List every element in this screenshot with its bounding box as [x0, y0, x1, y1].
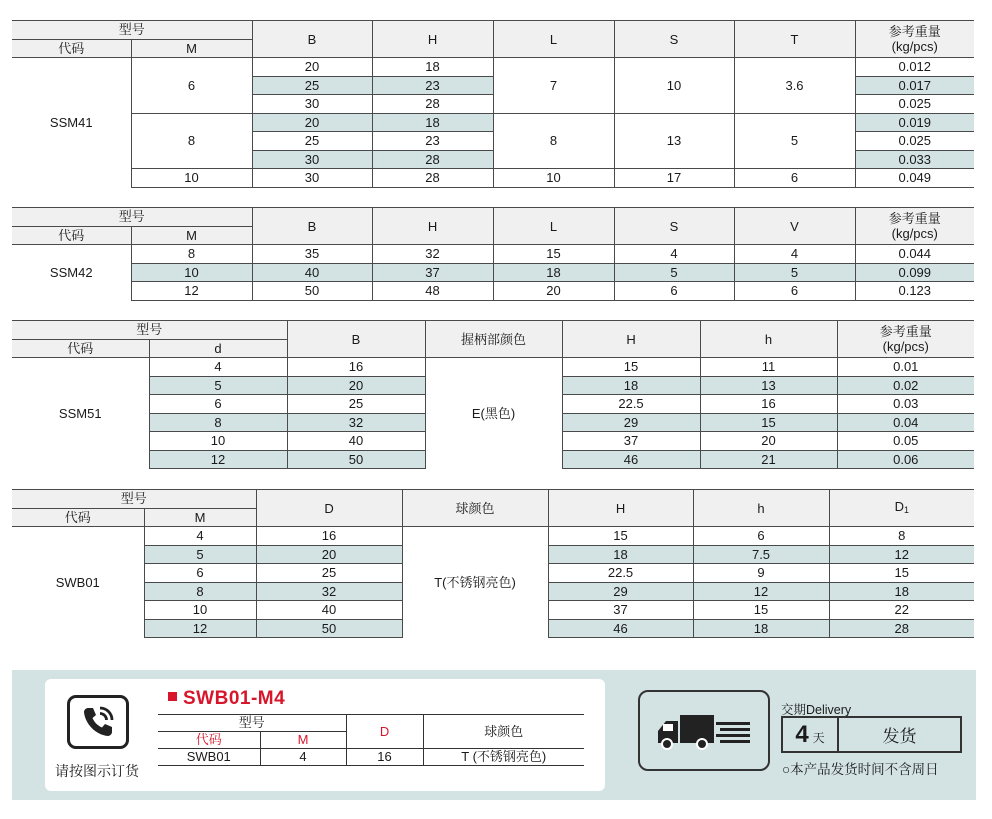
weight-cell: 0.012	[855, 58, 974, 77]
d1-cell: 22	[829, 601, 974, 620]
weight-cell: 0.06	[837, 450, 974, 469]
h-cell: 48	[372, 282, 493, 301]
weight-cell: 0.033	[855, 150, 974, 169]
grip-color-cell: E(黑色)	[425, 358, 562, 469]
delivery-days-number: 4	[795, 720, 809, 748]
d1-cell: 18	[829, 582, 974, 601]
d-cell: 25	[256, 564, 402, 583]
t-cell: 5	[734, 113, 855, 169]
code-header: 代码	[12, 39, 131, 58]
col-header-s: S	[614, 21, 734, 58]
col-header-H: H	[548, 490, 693, 527]
h-cell: 18	[372, 113, 493, 132]
b-cell: 40	[287, 432, 425, 451]
code-cell: SSM42	[12, 245, 131, 301]
model-header: 型号	[12, 490, 256, 509]
h-cell: 37	[372, 263, 493, 282]
weight-cell: 0.019	[855, 113, 974, 132]
weight-cell: 0.025	[855, 132, 974, 151]
d1-cell: 28	[829, 619, 974, 638]
d-cell: 6	[149, 395, 287, 414]
m-cell: 8	[144, 582, 256, 601]
b-cell: 25	[252, 132, 372, 151]
b-cell: 50	[287, 450, 425, 469]
h-cell: 15	[700, 413, 837, 432]
s-cell: 5	[614, 263, 734, 282]
b-cell: 50	[252, 282, 372, 301]
weight-cell: 0.05	[837, 432, 974, 451]
d-cell: 12	[149, 450, 287, 469]
m-cell: 6	[131, 58, 252, 114]
b-cell: 30	[252, 169, 372, 188]
h-cell: 28	[372, 95, 493, 114]
weight-cell: 0.04	[837, 413, 974, 432]
weight-cell: 0.099	[855, 263, 974, 282]
delivery-days-unit: 天	[812, 731, 825, 745]
H-cell: 18	[562, 376, 700, 395]
b-cell: 20	[252, 58, 372, 77]
d-cell: 50	[256, 619, 402, 638]
l-cell: 20	[493, 282, 614, 301]
d-cell: 5	[149, 376, 287, 395]
weight-cell: 0.049	[855, 169, 974, 188]
col-header-weight: 参考重量 (kg/pcs)	[855, 21, 974, 58]
weight-cell: 0.01	[837, 358, 974, 377]
h-cell: 20	[700, 432, 837, 451]
col-header-ball-color: 球颜色	[402, 490, 548, 527]
h-cell: 23	[372, 76, 493, 95]
ball-color-header: 球颜色	[423, 715, 584, 749]
H-cell: 37	[548, 601, 693, 620]
col-header-b: B	[287, 321, 425, 358]
weight-cell: 0.025	[855, 95, 974, 114]
h-cell: 23	[372, 132, 493, 151]
order-info-panel	[12, 670, 976, 800]
d1-cell: 15	[829, 564, 974, 583]
delivery-action: 发货	[882, 727, 917, 746]
d-cell: 4	[149, 358, 287, 377]
h-cell: 21	[700, 450, 837, 469]
weight-cell: 0.02	[837, 376, 974, 395]
b-cell: 30	[252, 150, 372, 169]
m-cell: 10	[144, 601, 256, 620]
model-header: 型号	[12, 21, 252, 40]
col-header-l: L	[493, 208, 614, 245]
s-cell: 13	[614, 113, 734, 169]
col-header-m: M	[131, 226, 252, 245]
col-header-b: B	[252, 21, 372, 58]
col-header-t: T	[734, 21, 855, 58]
h-cell: 28	[372, 150, 493, 169]
model-header: 型号	[12, 208, 252, 227]
code-value: SWB01	[158, 749, 260, 766]
delivery-days	[783, 718, 839, 751]
code-header: 代码	[12, 339, 149, 358]
H-cell: 29	[562, 413, 700, 432]
bullet-square-icon	[168, 692, 177, 701]
order-example-card	[45, 679, 605, 791]
b-cell: 20	[252, 113, 372, 132]
delivery-note: ○本产品发货时间不含周日	[782, 762, 939, 777]
H-cell: 15	[562, 358, 700, 377]
m-cell: 10	[131, 263, 252, 282]
m-value: 4	[260, 749, 346, 766]
m-cell: 12	[131, 282, 252, 301]
m-cell: 5	[144, 545, 256, 564]
m-cell: 6	[144, 564, 256, 583]
h-cell: 9	[693, 564, 829, 583]
s-cell: 17	[614, 169, 734, 188]
d-cell: 20	[256, 545, 402, 564]
s-cell: 10	[614, 58, 734, 114]
delivery-label: 交期Delivery	[781, 703, 852, 717]
m-header: M	[260, 732, 346, 749]
m-cell: 10	[131, 169, 252, 188]
d-cell: 10	[149, 432, 287, 451]
d-cell: 16	[256, 527, 402, 546]
col-header-h: H	[372, 21, 493, 58]
col-header-m: M	[144, 508, 256, 527]
col-header-h: h	[700, 321, 837, 358]
h-cell: 18	[693, 619, 829, 638]
col-header-h: h	[693, 490, 829, 527]
v-cell: 4	[734, 245, 855, 264]
h-cell: 7.5	[693, 545, 829, 564]
col-header-weight: 参考重量 (kg/pcs)	[837, 321, 974, 358]
t-cell: 3.6	[734, 58, 855, 114]
h-cell: 15	[693, 601, 829, 620]
l-cell: 18	[493, 263, 614, 282]
code-header: 代码	[12, 508, 144, 527]
m-cell: 4	[144, 527, 256, 546]
spec-table-ssm51	[12, 320, 974, 469]
b-cell: 35	[252, 245, 372, 264]
b-cell: 16	[287, 358, 425, 377]
l-cell: 8	[493, 113, 614, 169]
weight-cell: 0.03	[837, 395, 974, 414]
H-cell: 37	[562, 432, 700, 451]
h-cell: 13	[700, 376, 837, 395]
d-cell: 8	[149, 413, 287, 432]
col-header-d1: D1	[829, 490, 974, 527]
d1-cell: 12	[829, 545, 974, 564]
H-cell: 18	[548, 545, 693, 564]
h-cell: 32	[372, 245, 493, 264]
H-cell: 15	[548, 527, 693, 546]
h-cell: 16	[700, 395, 837, 414]
weight-cell: 0.044	[855, 245, 974, 264]
d-cell: 32	[256, 582, 402, 601]
b-cell: 20	[287, 376, 425, 395]
phone-icon	[67, 695, 129, 749]
h-cell: 28	[372, 169, 493, 188]
b-cell: 40	[252, 263, 372, 282]
b-cell: 25	[287, 395, 425, 414]
v-cell: 5	[734, 263, 855, 282]
col-header-H: H	[562, 321, 700, 358]
v-cell: 6	[734, 282, 855, 301]
delivery-box	[781, 716, 962, 753]
spec-table-ssm42	[12, 207, 974, 301]
h-cell: 12	[693, 582, 829, 601]
col-header-h: H	[372, 208, 493, 245]
m-cell: 8	[131, 245, 252, 264]
col-header-v: V	[734, 208, 855, 245]
order-instruction: 请按图示订货	[55, 763, 139, 779]
H-cell: 46	[562, 450, 700, 469]
m-cell: 12	[144, 619, 256, 638]
weight-cell: 0.123	[855, 282, 974, 301]
spec-table-swb01	[12, 489, 974, 638]
col-header-d: D	[256, 490, 402, 527]
t-cell: 6	[734, 169, 855, 188]
color-value: T (不锈钢亮色)	[423, 749, 584, 766]
l-cell: 15	[493, 245, 614, 264]
d-cell: 40	[256, 601, 402, 620]
H-cell: 29	[548, 582, 693, 601]
ball-color-cell: T(不锈钢亮色)	[402, 527, 548, 638]
l-cell: 10	[493, 169, 614, 188]
col-header-s: S	[614, 208, 734, 245]
delivery-truck-icon	[638, 690, 770, 771]
h-cell: 6	[693, 527, 829, 546]
code-cell: SSM51	[12, 358, 149, 469]
code-header: 代码	[12, 226, 131, 245]
col-header-weight: 参考重量 (kg/pcs)	[855, 208, 974, 245]
model-header: 型号	[158, 715, 346, 732]
order-example-table	[158, 714, 584, 766]
b-cell: 25	[252, 76, 372, 95]
col-header-m: M	[131, 39, 252, 58]
b-cell: 32	[287, 413, 425, 432]
col-header-b: B	[252, 208, 372, 245]
H-cell: 22.5	[562, 395, 700, 414]
code-header: 代码	[158, 732, 260, 749]
part-number-title: SWB01-M4	[168, 688, 285, 710]
d1-cell: 8	[829, 527, 974, 546]
b-cell: 30	[252, 95, 372, 114]
col-header-grip-color: 握柄部颜色	[425, 321, 562, 358]
code-cell: SWB01	[12, 527, 144, 638]
code-cell: SSM41	[12, 58, 131, 188]
model-header: 型号	[12, 321, 287, 340]
d-header: D	[346, 715, 423, 749]
H-cell: 46	[548, 619, 693, 638]
l-cell: 7	[493, 58, 614, 114]
col-header-l: L	[493, 21, 614, 58]
m-cell: 8	[131, 113, 252, 169]
H-cell: 22.5	[548, 564, 693, 583]
s-cell: 4	[614, 245, 734, 264]
weight-cell: 0.017	[855, 76, 974, 95]
spec-table-ssm41	[12, 20, 974, 188]
h-cell: 11	[700, 358, 837, 377]
col-header-d: d	[149, 339, 287, 358]
h-cell: 18	[372, 58, 493, 77]
s-cell: 6	[614, 282, 734, 301]
d-value: 16	[346, 749, 423, 766]
